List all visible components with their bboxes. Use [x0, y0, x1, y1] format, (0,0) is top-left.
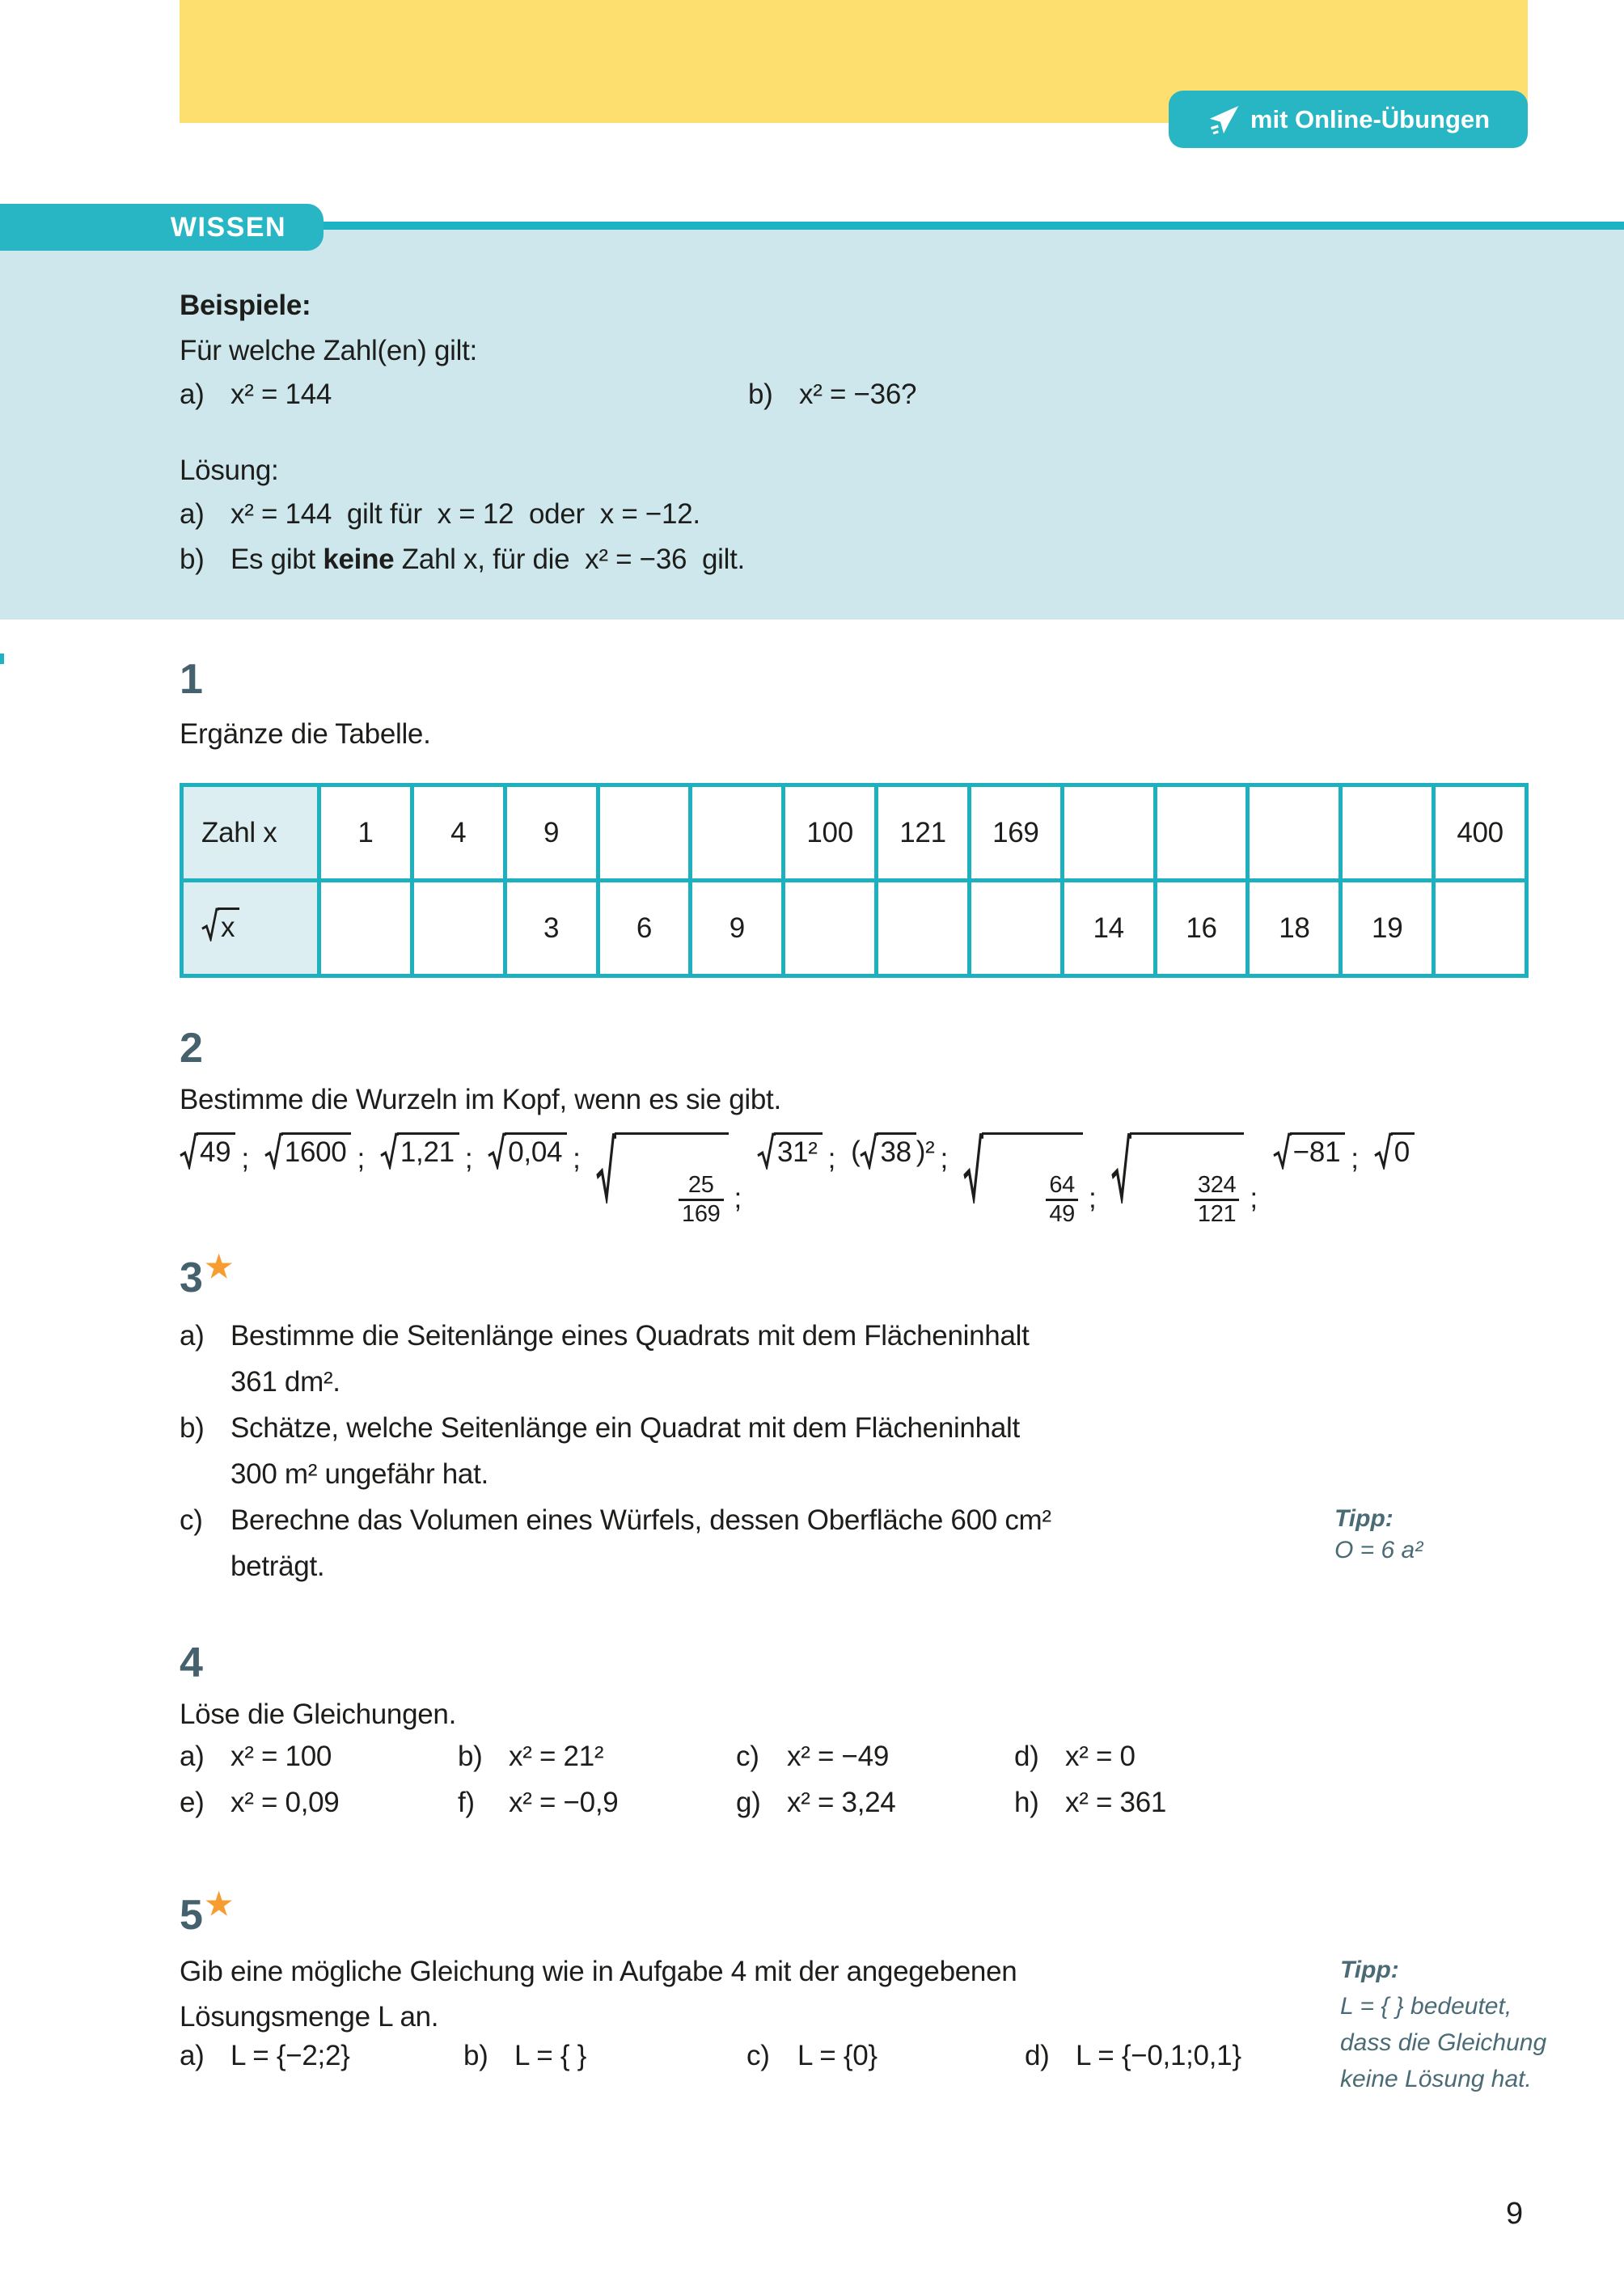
table-cell: [1062, 785, 1155, 881]
radicand: 0: [1391, 1132, 1415, 1168]
loesung-text-bold: keine: [323, 544, 395, 575]
exercise-5-intro: [180, 1949, 1017, 2040]
root-item: [1273, 1132, 1345, 1170]
root-item: [380, 1132, 459, 1170]
exercise-4-equations: [180, 1739, 1338, 1821]
table-cell: [412, 881, 505, 976]
sqrt-icon: [860, 1132, 878, 1170]
table-cell: 9: [691, 881, 784, 976]
exercise-1-number: 1: [180, 656, 203, 703]
item-letter: c): [180, 1504, 203, 1536]
sqrt-icon: [264, 1132, 283, 1170]
sqrt-icon: [1273, 1132, 1292, 1170]
root-item: [180, 1132, 235, 1170]
equation: x² = −49: [787, 1741, 890, 1772]
separator: ;: [1089, 1182, 1097, 1214]
equation: x² = 3,24: [787, 1787, 896, 1818]
tipp-text-line: keine Lösung hat.: [1340, 2066, 1532, 2092]
separator: ;: [827, 1143, 836, 1174]
table-cell: 4: [412, 785, 505, 881]
tipp-label: Tipp:: [1334, 1505, 1394, 1532]
radicand: 49: [197, 1132, 235, 1168]
separator: ;: [940, 1143, 948, 1174]
list-item: [180, 1405, 1051, 1451]
table-cell: 121: [877, 785, 970, 881]
equation: x² = 361: [1065, 1787, 1167, 1818]
item-letter: h): [1014, 1787, 1039, 1818]
table-header-cell: Zahl x: [182, 785, 319, 881]
item-letter: c): [736, 1741, 759, 1772]
exercise-number-text: 3: [180, 1254, 203, 1301]
exercise-1-title: Ergänze die Tabelle.: [180, 718, 431, 750]
tipp-box-ex3: [1334, 1503, 1423, 1566]
loesung-text: x² = 144 gilt für x = 12 oder x = −12.: [230, 498, 700, 530]
exercise-5-number: [180, 1888, 233, 1942]
table-cell: 16: [1155, 881, 1248, 976]
numerator: 324: [1197, 1171, 1237, 1198]
separator: ;: [734, 1182, 742, 1214]
table-cell: [1248, 785, 1341, 881]
sqrt-icon: [963, 1132, 983, 1204]
beispiele-heading: Beispiele:: [180, 290, 311, 321]
radicand: 1,21: [397, 1132, 459, 1168]
fraction: [679, 1172, 724, 1229]
exercise-5-items: [180, 2038, 1364, 2074]
tipp-label: Tipp:: [1340, 1957, 1399, 1983]
item-equation: x² = 144: [230, 379, 332, 410]
table-cell: [1434, 881, 1527, 976]
table-cell: [1155, 785, 1248, 881]
loesung-text-pre: Es gibt: [230, 544, 324, 575]
equation-item: [736, 1739, 1014, 1775]
equation: x² = 21²: [509, 1741, 604, 1772]
exercise-3-number: [180, 1250, 233, 1305]
numerator: 64: [1049, 1171, 1076, 1198]
root-item-fraction: [596, 1132, 729, 1259]
fraction: [1195, 1172, 1240, 1229]
table-cell: 14: [1062, 881, 1155, 976]
radicand: x: [218, 907, 239, 943]
exercise-4-title: Löse die Gleichungen.: [180, 1699, 457, 1730]
item-text: beträgt.: [230, 1551, 325, 1582]
item-letter: a): [180, 2040, 205, 2071]
equation: x² = −0,9: [509, 1787, 619, 1818]
exercise-2-roots: [180, 1132, 1415, 1259]
table-header-cell: [182, 881, 319, 976]
denominator: 49: [1046, 1199, 1078, 1229]
item-letter: b): [180, 544, 205, 575]
list-item-continuation: [180, 1359, 1051, 1405]
item-text: 300 m² ungefähr hat.: [230, 1458, 488, 1490]
fraction: [1046, 1172, 1078, 1229]
loesung-line-a: [180, 497, 700, 532]
table-cell: [877, 881, 970, 976]
equation-item: [1014, 1739, 1338, 1775]
list-item-continuation: [180, 1451, 1051, 1497]
root-item-fraction: [1111, 1132, 1244, 1259]
solution-set: L = {−0,1;0,1}: [1076, 2040, 1241, 2071]
item-letter: b): [463, 2040, 488, 2071]
root-item-fraction: [963, 1132, 1083, 1259]
tipp-formula: O = 6 a²: [1334, 1537, 1423, 1563]
item-letter: b): [458, 1741, 483, 1772]
item-text: 361 dm².: [230, 1366, 340, 1398]
beispiel-item-a: [180, 377, 332, 412]
equation: x² = 100: [230, 1741, 332, 1772]
sqrt-icon: [1374, 1132, 1393, 1170]
online-exercises-badge[interactable]: [1169, 91, 1528, 148]
radicand: 31²: [774, 1132, 823, 1168]
list-item: [180, 1313, 1051, 1359]
exercise-2-number: 2: [180, 1025, 203, 1072]
tipp-box-ex5: [1340, 1952, 1567, 2097]
solution-set-item: [180, 2038, 463, 2074]
table-cell: 1: [319, 785, 412, 881]
separator: ;: [241, 1143, 249, 1174]
exercise-4-number: 4: [180, 1639, 203, 1686]
item-text: Schätze, welche Seitenlänge ein Quadrat mit dem Flächeninhalt: [230, 1412, 1020, 1444]
intro-line: Lösungsmenge L an.: [180, 2001, 439, 2033]
item-text: Bestimme die Seitenlänge eines Quadrats mit dem Flächeninhalt: [230, 1320, 1030, 1352]
item-letter: d): [1014, 1741, 1039, 1772]
separator: ;: [573, 1143, 581, 1174]
tipp-text-line: dass die Gleichung: [1340, 2029, 1547, 2056]
solution-set-item: [1025, 2038, 1364, 2074]
sqrt-icon: [380, 1132, 399, 1170]
item-letter: a): [180, 379, 205, 410]
solution-set-item: [463, 2038, 746, 2074]
equation-item: [1014, 1785, 1338, 1821]
table-cell: [1341, 785, 1434, 881]
item-letter: a): [180, 498, 205, 530]
equation: x² = 0: [1065, 1741, 1136, 1772]
equation-item: [736, 1785, 1014, 1821]
item-letter: a): [180, 1320, 205, 1352]
table-cell: [319, 881, 412, 976]
radicand: −81: [1290, 1132, 1345, 1168]
solution-set-item: [746, 2038, 1025, 2074]
wissen-badge: WISSEN: [0, 204, 324, 251]
table-cell: [784, 881, 877, 976]
radicand: [1130, 1132, 1244, 1259]
open-paren: (: [851, 1136, 861, 1167]
separator: ;: [464, 1143, 473, 1174]
star-icon: ★: [205, 1888, 233, 1922]
sqrt-icon: [596, 1132, 616, 1204]
loesung-text-post: Zahl x, für die x² = −36 gilt.: [394, 544, 745, 575]
solution-set: L = { }: [514, 2040, 587, 2071]
separator: ;: [1351, 1143, 1359, 1174]
root-inner: [860, 1132, 916, 1170]
equation-item: [458, 1785, 736, 1821]
table-cell: 400: [1434, 785, 1527, 881]
equation-item: [180, 1785, 458, 1821]
table-cell: 3: [505, 881, 598, 976]
table-cell: 18: [1248, 881, 1341, 976]
exercise-number-text: 5: [180, 1892, 203, 1939]
tipp-text-line: L = { } bedeutet,: [1340, 1993, 1512, 2020]
sqrt-icon: [757, 1132, 776, 1170]
online-badge-label: mit Online-Übungen: [1250, 104, 1491, 133]
sqrt-x-symbol: [201, 907, 239, 943]
page-mark-tick: [0, 654, 4, 664]
close-paren-squared: )²: [916, 1136, 935, 1167]
item-letter: b): [748, 379, 773, 410]
radicand: 0,04: [505, 1132, 567, 1168]
exercise-2-title: Bestimme die Wurzeln im Kopf, wenn es sie gibt.: [180, 1084, 781, 1115]
table-row-sqrt: [182, 881, 1527, 976]
separator: ;: [1250, 1182, 1258, 1214]
item-letter: d): [1025, 2040, 1050, 2071]
item-letter: e): [180, 1787, 205, 1818]
root-item: [488, 1132, 567, 1170]
table-cell: 100: [784, 785, 877, 881]
root-item: [264, 1132, 352, 1170]
intro-line: Gib eine mögliche Gleichung wie in Aufgabe 4 mit der angegebenen: [180, 1956, 1017, 1987]
numerator: 25: [687, 1171, 714, 1198]
loesung-text: [230, 542, 745, 577]
radicand: [982, 1132, 1083, 1259]
root-item: [757, 1132, 823, 1170]
table-cell: 9: [505, 785, 598, 881]
item-letter: a): [180, 1741, 205, 1772]
list-item: [180, 1497, 1051, 1543]
denominator: 121: [1195, 1199, 1240, 1229]
item-text: Berechne das Volumen eines Würfels, dessen Oberfläche 600 cm²: [230, 1504, 1051, 1536]
table-cell: 19: [1341, 881, 1434, 976]
table-cell: [691, 785, 784, 881]
beispiel-item-b: [748, 377, 916, 412]
table-cell: [969, 881, 1062, 976]
list-item-continuation: [180, 1543, 1051, 1589]
root-item-parenthesized: [851, 1132, 934, 1170]
equation-item: [180, 1739, 458, 1775]
table-cell: 169: [969, 785, 1062, 881]
paper-plane-icon: [1207, 103, 1241, 137]
table-cell: [598, 785, 691, 881]
item-letter: c): [746, 2040, 770, 2071]
beispiele-question: Für welche Zahl(en) gilt:: [180, 335, 477, 366]
sqrt-icon: [180, 1132, 198, 1170]
separator: ;: [357, 1143, 365, 1174]
table-row-zahl: [182, 785, 1527, 881]
sqrt-icon: [1111, 1132, 1131, 1204]
solution-set: L = {−2;2}: [230, 2040, 350, 2071]
exercise-1-table: [180, 783, 1529, 978]
radicand: [615, 1132, 729, 1259]
radicand: 1600: [281, 1132, 352, 1168]
exercise-3-items: [180, 1313, 1051, 1589]
solution-set: L = {0}: [797, 2040, 878, 2071]
denominator: 169: [679, 1199, 724, 1229]
root-item: [1374, 1132, 1415, 1170]
item-equation: x² = −36?: [799, 379, 917, 410]
equation-item: [458, 1739, 736, 1775]
item-letter: g): [736, 1787, 761, 1818]
item-letter: b): [180, 1412, 205, 1444]
star-icon: ★: [205, 1250, 233, 1284]
page-number: 9: [1506, 2197, 1523, 2231]
item-letter: f): [458, 1787, 475, 1818]
sqrt-icon: [201, 907, 219, 941]
radicand: 38: [877, 1132, 916, 1168]
loesung-line-b: [180, 542, 745, 577]
equation: x² = 0,09: [230, 1787, 340, 1818]
sqrt-icon: [488, 1132, 506, 1170]
loesung-heading: Lösung:: [180, 455, 279, 486]
table-cell: 6: [598, 881, 691, 976]
